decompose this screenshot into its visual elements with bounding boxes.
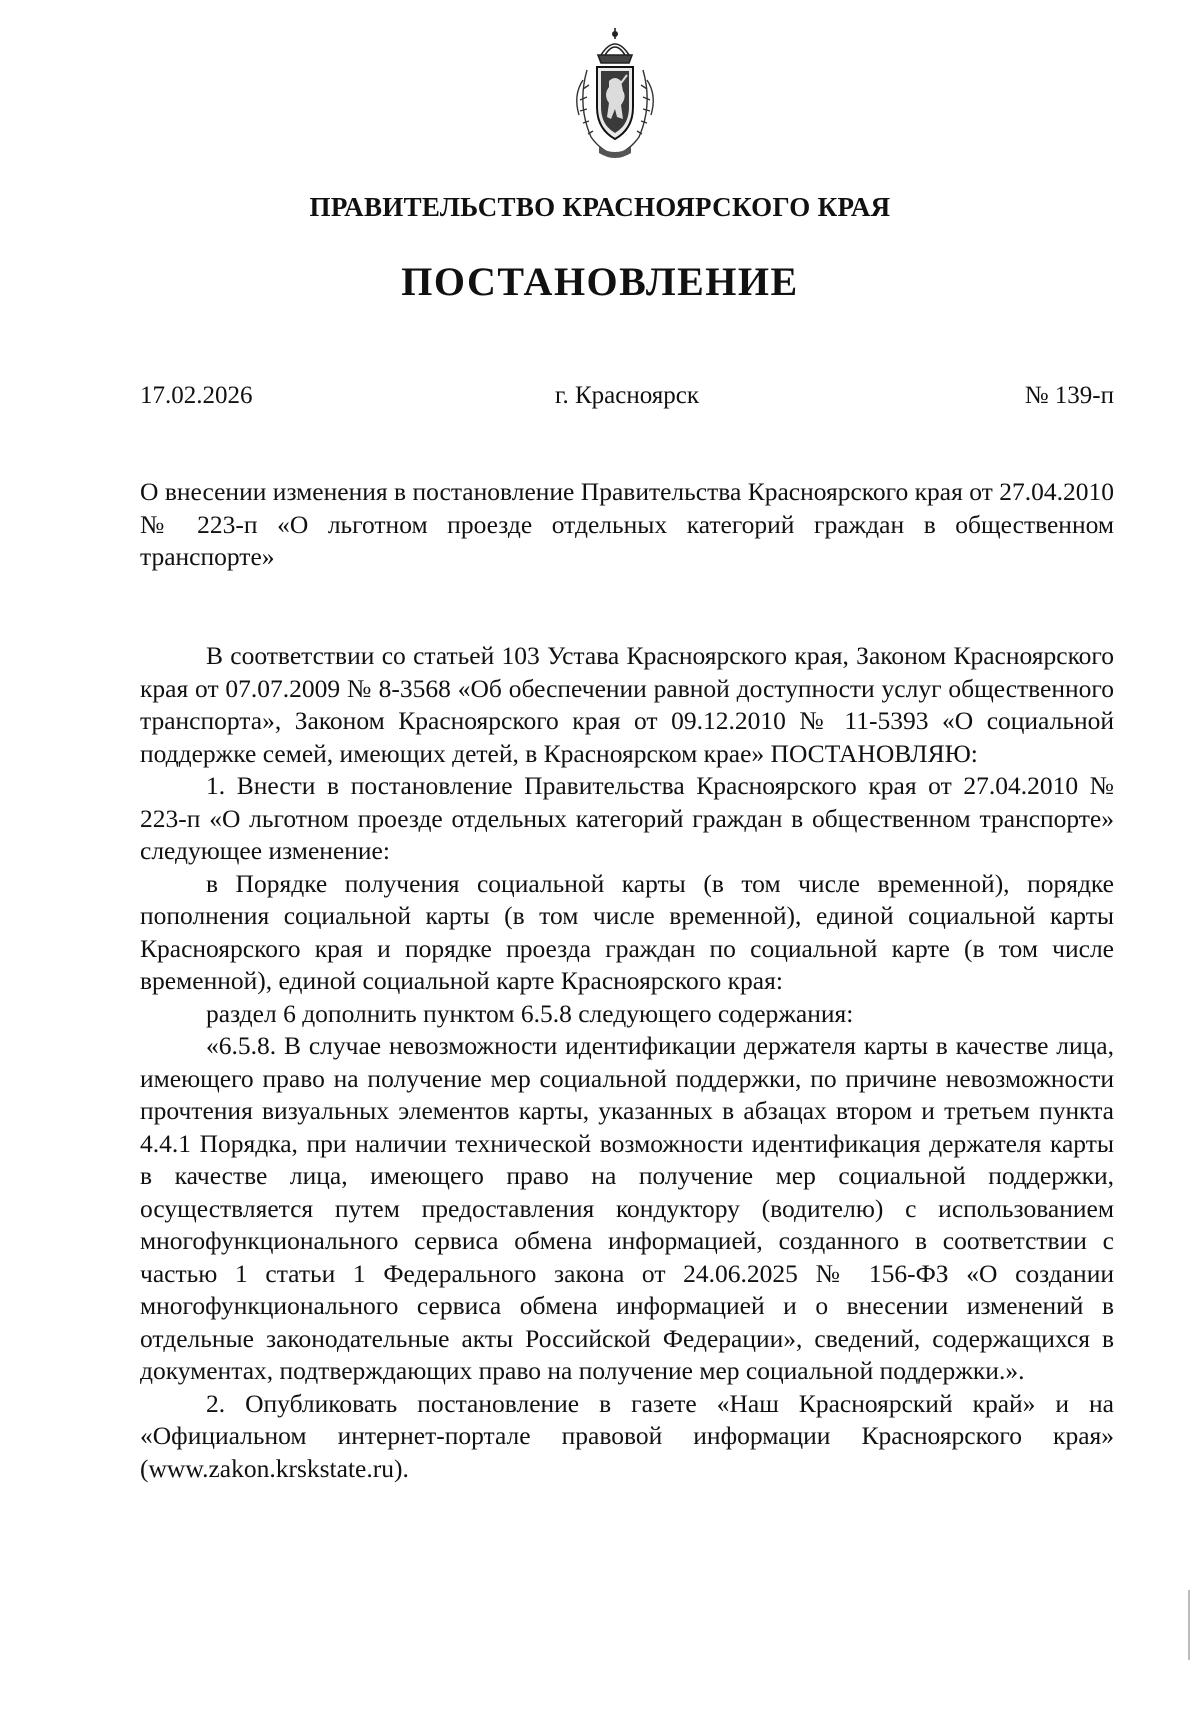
document-date: 17.02.2026 [140,382,253,409]
body-paragraph: 1. Внести в постановление Правительства Красноярского края от 27.04.2010 № 223-п «О льготном проезде отдельных категорий граждан в общественном транспорте» следующее изменение: [140,771,1114,865]
body-paragraph: 2. Опубликовать постановление в газете «Наш Красноярский край» и на «Официальном интернет-портале правовой информации Красноярского края» (www.zakon.krskstate.ru). [140,1388,1114,1483]
document-meta-row [140,382,1114,414]
scan-edge-mark [1188,1590,1190,1660]
body-paragraph: В соответствии со статьей 103 Устава Красноярского края, Законом Красноярского края от 07.07.2009 № 8-3568 «Об обеспечении равной доступности услуг общественного транспорта», Законом Красноярского края от 09.12.2010 № 11-5393 «О социальной поддержке семей, имеющих детей, в Красноярском крае» ПОСТАНОВЛЯЮ: [140,641,1114,768]
document-number: № 139-п [1024,382,1114,409]
body-paragraph: в Порядке получения социальной карты (в том числе временной), порядке пополнения социальной карты (в том числе временной), единой социальной карты Красноярского края и порядке проезда граждан по социальной карте (в том числе временной), единой социальной карте Красноярского края: [140,868,1114,995]
organization-title: ПРАВИТЕЛЬСТВО КРАСНОЯРСКОГО КРАЯ [309,192,891,222]
document-subject: О внесении изменения в постановление Правительства Красноярского края от 27.04.2010 № 223-п «О льготном проезде отдельных категорий граждан в общественном транспорте» [140,477,1114,571]
body-paragraph: раздел 6 дополнить пунктом 6.5.8 следующего содержания: [206,998,854,1028]
document-city: г. Красноярск [555,382,699,409]
body-paragraph: «6.5.8. В случае невозможности идентификации держателя карты в качестве лица, имеющего право на получение мер социальной поддержки, по причине невозможности прочтения визуальных элементов карты, указанных в абзацах втором и третьем пункта 4.4.1 Порядка, при наличии технической возможности идентификация держателя карты в качестве лица, имеющего право на получение мер социальной поддержки, осуществляется путем предоставления кондуктору (водителю) с использованием многофункционального сервиса обмена информацией, созданного в соответствии с частью 1 статьи 1 Федерального закона от 24.06.2025 № 156-ФЗ «О создании многофункционального сервиса обмена информацией и о внесении изменений в отдельные законодательные акты Российской Федерации», сведений, содержащихся в документах, подтверждающих право на получение мер социальной поддержки.». [140,1031,1114,1385]
coat-of-arms-icon [565,25,665,165]
document-body [140,640,1114,1485]
document-type-title: ПОСТАНОВЛЕНИЕ [401,259,799,304]
